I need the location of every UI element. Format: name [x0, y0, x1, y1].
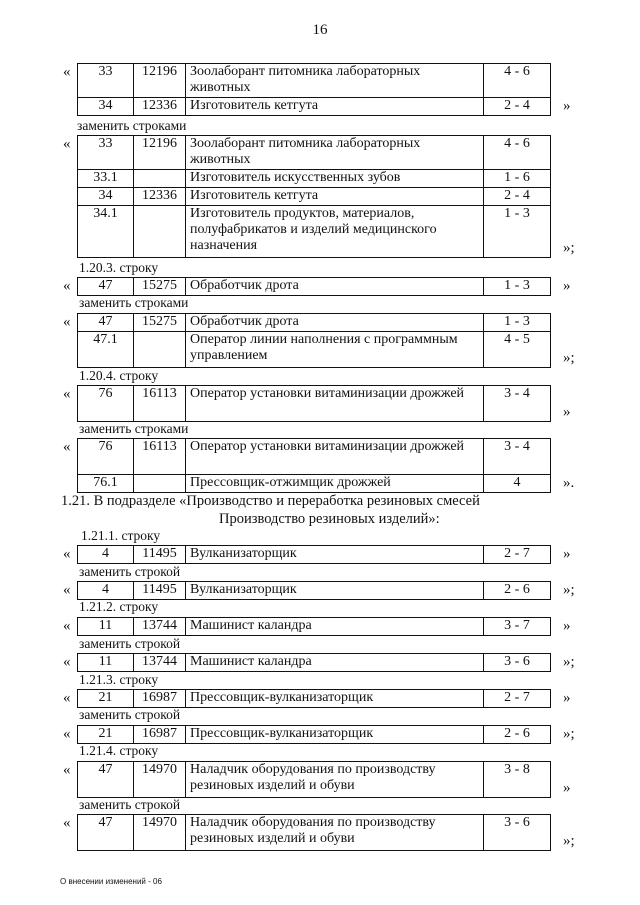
row-number: 47	[78, 314, 134, 332]
row-number: 47	[78, 278, 134, 296]
close-quote: ».	[563, 475, 575, 491]
profession-title: Машинист каландра	[186, 654, 484, 672]
section-caption: заменить строкой	[79, 707, 181, 722]
table-row	[78, 546, 551, 564]
close-quote: »	[563, 690, 571, 706]
profession-code: 16113	[134, 439, 186, 475]
profession-table	[77, 438, 551, 493]
close-quote: »;	[563, 240, 575, 256]
table-row	[78, 314, 551, 332]
profession-title: Прессовщик-отжимщик дрожжей	[186, 475, 484, 493]
grade-range: 2 - 6	[484, 582, 551, 600]
section-caption: 1.21.2. строку	[79, 599, 159, 614]
open-quote: «	[63, 64, 71, 80]
profession-title: Оператор установки витаминизации дрожжей	[186, 386, 484, 422]
close-quote: »;	[563, 350, 575, 366]
footer-note: О внесении изменений - 06	[60, 877, 162, 886]
profession-table	[77, 761, 551, 798]
profession-table	[77, 581, 551, 600]
close-quote: »;	[563, 726, 575, 742]
open-quote: «	[63, 136, 71, 152]
profession-code: 11495	[134, 582, 186, 600]
profession-title: Изготовитель кетгута	[186, 98, 484, 116]
table-row	[78, 98, 551, 116]
profession-code	[134, 475, 186, 493]
grade-range: 2 - 6	[484, 726, 551, 744]
row-number: 33	[78, 136, 134, 170]
profession-title: Оператор линии наполнения с программным управлением	[186, 332, 484, 368]
row-number: 76	[78, 439, 134, 475]
profession-table	[77, 545, 551, 564]
section-caption: заменить строкой	[79, 797, 181, 812]
subsection-title: 1.21. В подразделе «Производство и переработка резиновых смесей	[61, 493, 480, 509]
grade-range: 3 - 6	[484, 654, 551, 672]
row-number: 76	[78, 386, 134, 422]
profession-code	[134, 170, 186, 188]
profession-title: Наладчик оборудования по производству резиновых изделий и обуви	[186, 762, 484, 798]
open-quote: «	[63, 726, 71, 742]
grade-range: 3 - 6	[484, 815, 551, 851]
profession-code	[134, 332, 186, 368]
row-number: 34.1	[78, 206, 134, 258]
grade-range: 2 - 7	[484, 690, 551, 708]
profession-code: 15275	[134, 278, 186, 296]
profession-title: Вулканизаторщик	[186, 582, 484, 600]
row-number: 4	[78, 546, 134, 564]
row-number: 11	[78, 618, 134, 636]
table-row	[78, 654, 551, 672]
profession-code: 12336	[134, 188, 186, 206]
profession-title: Изготовитель кетгута	[186, 188, 484, 206]
grade-range: 4 - 6	[484, 64, 551, 98]
open-quote: «	[63, 815, 71, 831]
table-row	[78, 726, 551, 744]
row-number: 4	[78, 582, 134, 600]
close-quote: »;	[563, 582, 575, 598]
profession-title: Прессовщик-вулканизаторщик	[186, 726, 484, 744]
table-row	[78, 206, 551, 258]
open-quote: «	[63, 439, 71, 455]
profession-table	[77, 385, 551, 422]
profession-table	[77, 617, 551, 636]
grade-range: 1 - 6	[484, 170, 551, 188]
profession-code	[134, 206, 186, 258]
table-row	[78, 136, 551, 170]
table-row	[78, 618, 551, 636]
open-quote: «	[63, 314, 71, 330]
table-row	[78, 386, 551, 422]
table-row	[78, 439, 551, 475]
profession-title: Изготовитель продуктов, материалов, полуфабрикатов и изделий медицинского назначения	[186, 206, 484, 258]
section-caption: 1.21.1. строку	[81, 528, 161, 543]
profession-code: 16987	[134, 690, 186, 708]
grade-range: 2 - 4	[484, 98, 551, 116]
row-number: 47.1	[78, 332, 134, 368]
profession-table	[77, 653, 551, 672]
profession-code: 13744	[134, 654, 186, 672]
open-quote: «	[63, 582, 71, 598]
close-quote: »	[563, 404, 571, 420]
profession-code: 12196	[134, 136, 186, 170]
profession-code: 14970	[134, 762, 186, 798]
profession-table	[77, 277, 551, 296]
profession-title: Изготовитель искусственных зубов	[186, 170, 484, 188]
grade-range: 4 - 5	[484, 332, 551, 368]
close-quote: »	[563, 780, 571, 796]
row-number: 21	[78, 726, 134, 744]
profession-table	[77, 313, 551, 368]
profession-table	[77, 814, 551, 851]
section-caption: заменить строками	[79, 295, 189, 310]
section-caption: 1.21.3. строку	[79, 672, 159, 687]
row-number: 76.1	[78, 475, 134, 493]
grade-range: 1 - 3	[484, 206, 551, 258]
grade-range: 3 - 7	[484, 618, 551, 636]
row-number: 33.1	[78, 170, 134, 188]
close-quote: »	[563, 618, 571, 634]
close-quote: »;	[563, 833, 575, 849]
table-row	[78, 278, 551, 296]
open-quote: «	[63, 618, 71, 634]
grade-range: 1 - 3	[484, 278, 551, 296]
row-number: 47	[78, 815, 134, 851]
table-row	[78, 582, 551, 600]
grade-range: 2 - 4	[484, 188, 551, 206]
section-caption: заменить строкой	[79, 564, 181, 579]
grade-range: 2 - 7	[484, 546, 551, 564]
profession-title: Обработчик дрота	[186, 278, 484, 296]
table-row	[78, 64, 551, 98]
close-quote: »	[563, 98, 571, 114]
table-row	[78, 332, 551, 368]
table-row	[78, 815, 551, 851]
profession-code: 12196	[134, 64, 186, 98]
grade-range: 3 - 8	[484, 762, 551, 798]
open-quote: «	[63, 654, 71, 670]
section-caption: 1.20.3. строку	[79, 260, 159, 275]
section-caption: заменить строками	[77, 118, 187, 133]
row-number: 34	[78, 188, 134, 206]
profession-table	[77, 135, 551, 258]
profession-table	[77, 689, 551, 708]
table-row	[78, 690, 551, 708]
open-quote: «	[63, 386, 71, 402]
profession-code: 12336	[134, 98, 186, 116]
section-caption: 1.21.4. строку	[79, 743, 159, 758]
table-row	[78, 475, 551, 493]
grade-range: 4 - 6	[484, 136, 551, 170]
open-quote: «	[63, 762, 71, 778]
grade-range: 3 - 4	[484, 439, 551, 475]
profession-title: Вулканизаторщик	[186, 546, 484, 564]
row-number: 34	[78, 98, 134, 116]
profession-table	[77, 725, 551, 744]
close-quote: »	[563, 546, 571, 562]
profession-title: Прессовщик-вулканизаторщик	[186, 690, 484, 708]
section-caption: заменить строкой	[79, 636, 181, 651]
profession-code: 16987	[134, 726, 186, 744]
profession-code: 11495	[134, 546, 186, 564]
profession-code: 16113	[134, 386, 186, 422]
grade-range: 3 - 4	[484, 386, 551, 422]
grade-range: 1 - 3	[484, 314, 551, 332]
page-number: 16	[312, 22, 328, 38]
profession-title: Наладчик оборудования по производству резиновых изделий и обуви	[186, 815, 484, 851]
profession-table	[77, 63, 551, 116]
grade-range: 4	[484, 475, 551, 493]
profession-title: Зоолаборант питомника лабораторных животных	[186, 136, 484, 170]
profession-title: Зоолаборант питомника лабораторных животных	[186, 64, 484, 98]
row-number: 47	[78, 762, 134, 798]
subsection-title: Производство резиновых изделий»:	[219, 511, 440, 527]
profession-code: 15275	[134, 314, 186, 332]
table-row	[78, 762, 551, 798]
open-quote: «	[63, 278, 71, 294]
row-number: 33	[78, 64, 134, 98]
row-number: 11	[78, 654, 134, 672]
section-caption: 1.20.4. строку	[79, 368, 159, 383]
section-caption: заменить строками	[79, 421, 189, 436]
profession-code: 13744	[134, 618, 186, 636]
profession-title: Машинист каландра	[186, 618, 484, 636]
row-number: 21	[78, 690, 134, 708]
profession-title: Обработчик дрота	[186, 314, 484, 332]
close-quote: »	[563, 278, 571, 294]
table-row	[78, 170, 551, 188]
close-quote: »;	[563, 654, 575, 670]
open-quote: «	[63, 690, 71, 706]
profession-title: Оператор установки витаминизации дрожжей	[186, 439, 484, 475]
table-row	[78, 188, 551, 206]
open-quote: «	[63, 546, 71, 562]
profession-code: 14970	[134, 815, 186, 851]
